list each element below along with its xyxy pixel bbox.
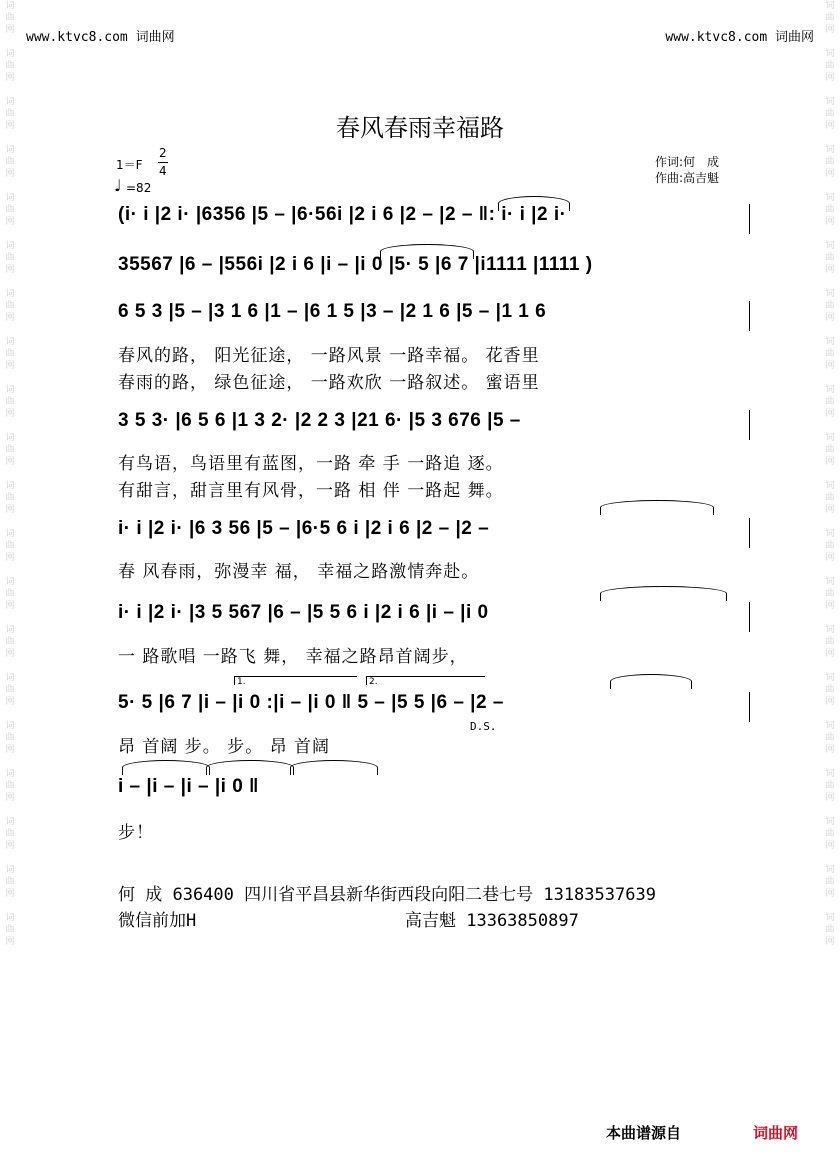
- tie-mark: [610, 674, 692, 689]
- barline: [749, 602, 750, 632]
- tie-mark: [206, 760, 294, 775]
- site-url-right[interactable]: www.ktvc8.com 词曲网: [665, 30, 814, 45]
- source-credit-brand[interactable]: 词曲网: [753, 1124, 799, 1142]
- meter-top: 2: [159, 146, 167, 160]
- notation-row-4: 3 5 3· |6 5 6 |1 3 2· |2 2 3 |21 6· |5 3 676 |5 –: [118, 410, 521, 431]
- lyric-line-1: 春风的路， 阳光征途， 一路风景 一路幸福。 花香里: [118, 346, 540, 366]
- lyric-line-5: 春 风春雨，弥漫幸 福， 幸福之路激情奔赴。: [118, 562, 480, 582]
- notation-row-7: 5· 5 |6 7 |i – |i 0 :|i – |i 0 ‖ 5 – |5 5 |6 – |2 –: [118, 692, 504, 713]
- barline: [749, 518, 750, 548]
- tie-mark: [380, 244, 474, 259]
- lyric-line-7: 昂 首阔 步。 步。 昂 首阔: [118, 737, 331, 757]
- notation-row-1: (i· i |2 i· |6356 |5 – |6·56i |2 i 6 |2 – |2 – ‖: i· i |2 i·: [118, 204, 567, 225]
- notation-row-3: 6 5 3 |5 – |3 1 6 |1 – |6 1 5 |3 – |2 1 6 |5 – |1 1 6: [118, 301, 547, 322]
- footer-contact-line-2-left: 微信前加H: [118, 911, 197, 931]
- lyric-line-2: 春雨的路， 绿色征途， 一路欢欣 一路叙述。 蜜语里: [118, 373, 540, 393]
- meter-bottom: 4: [159, 164, 167, 178]
- song-title: 春风春雨幸福路: [336, 114, 504, 142]
- tie-mark: [122, 760, 210, 775]
- volta-1: 1.: [234, 676, 357, 685]
- quarter-note-icon: ♩: [114, 176, 122, 195]
- lyric-line-4: 有甜言，甜言里有风骨，一路 相 伴 一路起 舞。: [118, 481, 504, 501]
- tie-mark: [600, 500, 714, 515]
- dal-segno: D.S.: [470, 720, 497, 733]
- notation-row-6: i· i |2 i· |3 5 567 |6 – |5 5 6 i |2 i 6 |i – |i 0: [118, 602, 489, 623]
- footer-contact-line-1: 何 成 636400 四川省平昌县新华街西段向阳二巷七号 13183537639: [118, 885, 656, 905]
- meter-divider: [158, 162, 168, 163]
- notation-row-8: i – |i – |i – |i 0 ‖: [118, 776, 260, 797]
- key-signature: 1＝F: [116, 158, 143, 172]
- volta-2: 2.: [366, 676, 485, 685]
- notation-row-2: 35567 |6 – |556i |2 i 6 |i – |i 0 |5· 5 |6 7 |i1111 |1111 ): [118, 254, 593, 275]
- footer-contact-line-2-right: 高吉魁 13363850897: [405, 911, 579, 931]
- tie-mark: [498, 196, 570, 211]
- lyric-line-6: 一 路歌唱 一路飞 舞， 幸福之路昂首阔步，: [118, 647, 468, 667]
- lyric-line-8: 步！: [118, 823, 154, 843]
- source-credit-label: 本曲谱源自: [606, 1124, 682, 1142]
- notation-row-5: i· i |2 i· |6 3 56 |5 – |6·5 6 i |2 i 6 |2 – |2 –: [118, 518, 490, 539]
- barline: [749, 692, 750, 722]
- barline: [749, 301, 750, 331]
- tie-mark: [600, 586, 727, 601]
- lyric-line-3: 有鸟语，鸟语里有蓝图，一路 牵 手 一路追 逐。: [118, 454, 504, 474]
- lyricist: 作词:何 成: [655, 155, 720, 169]
- watermark-left: 词曲网 词曲网 词曲网 词曲网 词曲网 词曲网 词曲网 词曲网 词曲网 词曲网 词曲网 词曲网 词曲网 词曲网 词曲网 词曲网 词曲网 词曲网 词曲网 词曲网: [5, 1, 15, 947]
- watermark-right: 词曲网 词曲网 词曲网 词曲网 词曲网 词曲网 词曲网 词曲网 词曲网 词曲网 词曲网 词曲网 词曲网 词曲网 词曲网 词曲网 词曲网 词曲网 词曲网 词曲网: [825, 1, 835, 947]
- tempo: =82: [126, 181, 152, 195]
- tie-mark: [290, 760, 378, 775]
- barline: [749, 204, 750, 234]
- site-url-left[interactable]: www.ktvc8.com 词曲网: [26, 30, 175, 45]
- composer: 作曲:高吉魁: [655, 171, 720, 185]
- barline: [749, 410, 750, 440]
